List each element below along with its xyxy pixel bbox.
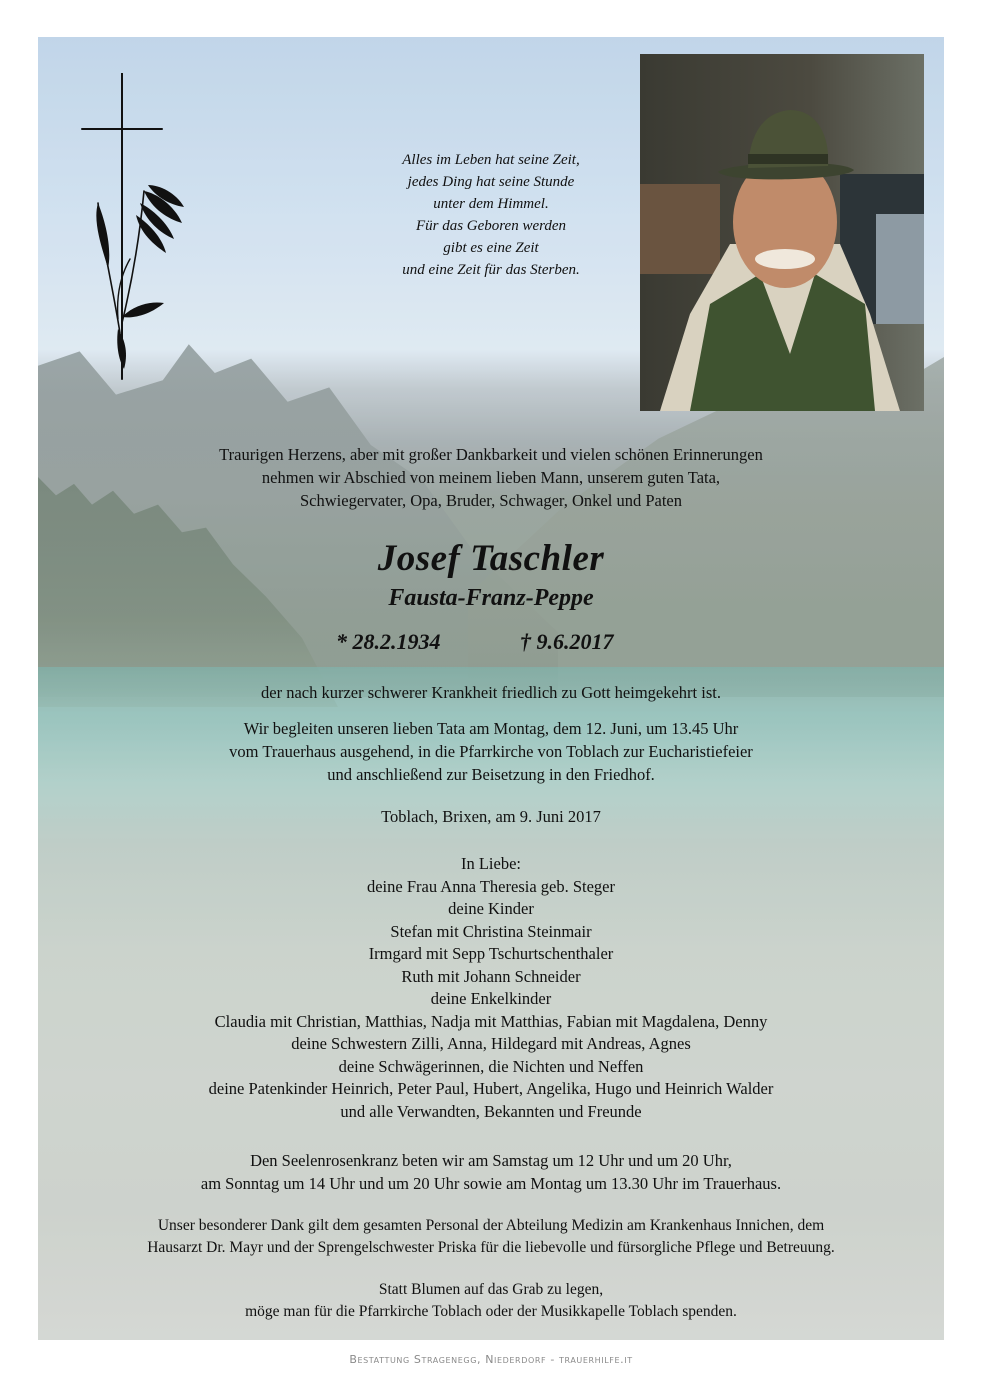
survivor-line: deine Kinder — [448, 899, 534, 918]
thanks-line: Hausarzt Dr. Mayr und der Sprengelschwester Priska für die liebevolle und fürsorgliche Pflege und Betreuung. — [147, 1239, 835, 1256]
obituary-card — [38, 37, 944, 1340]
cross-with-wheat-icon — [78, 73, 188, 383]
ceremony-line: Wir begleiten unseren lieben Tata am Montag, dem 12. Juni, um 13.45 Uhr — [243, 719, 739, 738]
portrait-photo — [640, 54, 924, 411]
rosary-line: Den Seelenrosenkranz beten wir am Samstag um 12 Uhr und um 20 Uhr, — [250, 1151, 732, 1170]
quote-line: unter dem Himmel. — [433, 196, 549, 212]
rosary-text — [38, 1149, 944, 1195]
deceased-name: Josef Taschler — [377, 538, 605, 579]
memorial-quote — [296, 149, 686, 281]
survivor-line: Ruth mit Johann Schneider — [401, 966, 581, 986]
donations-line: Statt Blumen auf das Grab zu legen, — [378, 1281, 604, 1298]
survivor-line: Irmgard mit Sepp Tschurtschenthaler — [368, 944, 614, 963]
ceremony-line: vom Trauerhaus ausgehend, in die Pfarrkirche von Toblach zur Eucharistiefeier — [229, 742, 753, 761]
survivor-line: Claudia mit Christian, Matthias, Nadja mit Matthias, Fabian mit Magdalena, Denny — [214, 1011, 768, 1031]
quote-line: jedes Ding hat seine Stunde — [407, 174, 575, 190]
quote-line: Für das Geboren werden — [415, 218, 567, 234]
survivor-line: und alle Verwandten, Bekannten und Freunde — [340, 1101, 642, 1121]
thanks-line: Unser besonderer Dank gilt dem gesamten Personal der Abteilung Medizin am Krankenhaus Innichen, dem — [157, 1217, 825, 1234]
deceased-nickname: Fausta-Franz-Peppe — [388, 585, 594, 611]
donations-line: möge man für die Pfarrkirche Toblach oder der Musikkapelle Toblach spenden. — [245, 1303, 737, 1320]
survivor-line: deine Frau Anna Theresia geb. Steger — [366, 876, 616, 896]
birth-date: * 28.2.1934 — [336, 629, 441, 654]
survivor-line: deine Enkelkinder — [430, 989, 552, 1008]
quote-line: Alles im Leben hat seine Zeit, — [402, 152, 580, 168]
intro-line: Schwiegervater, Opa, Bruder, Schwager, Onkel und Paten — [300, 491, 682, 510]
survivor-line: deine Schwägerinnen, die Nichten und Neffen — [338, 1056, 644, 1076]
survivor-line: deine Patenkinder Heinrich, Peter Paul, Hubert, Angelika, Hugo und Heinrich Walder — [208, 1079, 774, 1098]
quote-line: und eine Zeit für das Sterben. — [402, 262, 580, 278]
ceremony-text — [38, 717, 944, 786]
death-date: † 9.6.2017 — [520, 629, 614, 654]
donations-text — [38, 1279, 944, 1323]
survivor-line: deine Schwestern Zilli, Anna, Hildegard mit Andreas, Agnes — [291, 1034, 691, 1053]
passing-text: der nach kurzer schwerer Krankheit friedlich zu Gott heimgekehrt ist. — [261, 683, 721, 702]
footer-credit: Bestattung Stragenegg, Niederdorf - trauerhilfe.it — [349, 1353, 633, 1366]
intro-line: Traurigen Herzens, aber mit großer Dankbarkeit und vielen schönen Erinnerungen — [219, 445, 763, 464]
ceremony-line: und anschließend zur Beisetzung in den Friedhof. — [327, 765, 655, 784]
intro-line: nehmen wir Abschied von meinem lieben Mann, unserem guten Tata, — [261, 468, 721, 487]
survivor-line: In Liebe: — [460, 854, 521, 873]
intro-text — [38, 443, 944, 512]
survivor-line: Stefan mit Christina Steinmair — [390, 921, 592, 941]
rosary-line: am Sonntag um 14 Uhr und um 20 Uhr sowie am Montag um 13.30 Uhr im Trauerhaus. — [200, 1174, 782, 1193]
thanks-text — [38, 1215, 944, 1259]
survivors-list — [38, 853, 944, 1123]
quote-line: gibt es eine Zeit — [443, 240, 539, 256]
place-and-date: Toblach, Brixen, am 9. Juni 2017 — [381, 807, 601, 826]
